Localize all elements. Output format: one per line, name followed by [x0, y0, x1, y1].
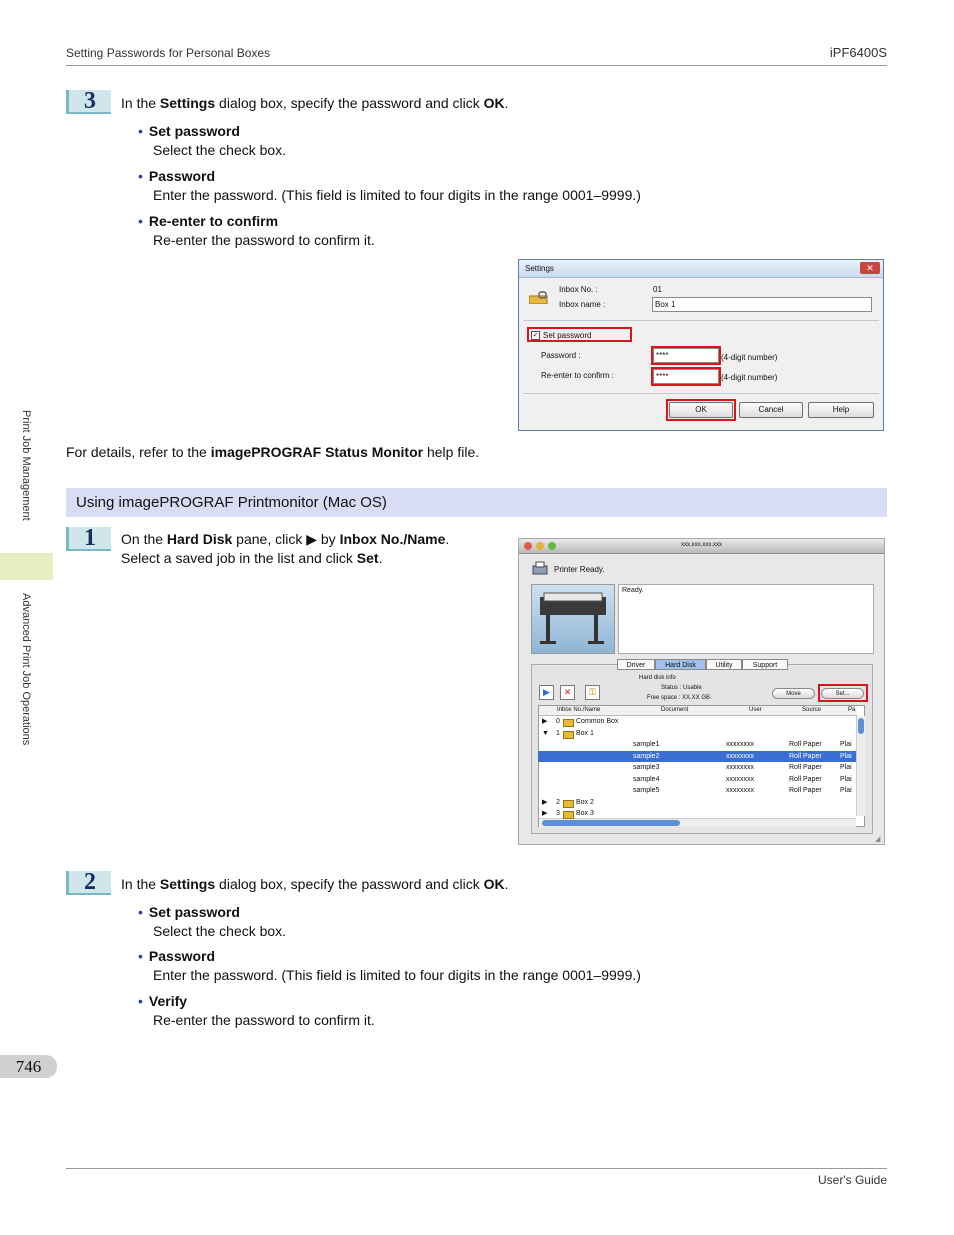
tab-utility[interactable]: Utility: [706, 659, 742, 670]
password-label: Password :: [541, 351, 581, 360]
mac-window-title: xxx.xxx.xxx.xxx: [680, 542, 722, 548]
job-list-header: [539, 706, 857, 716]
row-document: sample4: [633, 775, 660, 783]
set-password-label: Set password: [543, 331, 592, 340]
cancel-button[interactable]: Cancel: [739, 402, 803, 418]
running-header-title: Setting Passwords for Personal Boxes: [66, 46, 271, 60]
help-button[interactable]: Help: [808, 402, 874, 418]
expand-triangle-icon[interactable]: ▶: [539, 685, 554, 700]
column-paper[interactable]: Pa: [848, 707, 856, 713]
table-row[interactable]: [538, 739, 856, 750]
row-user: xxxxxxxx: [726, 787, 754, 794]
inbox-lock-icon: [529, 290, 549, 304]
resize-grip-icon[interactable]: ◢: [875, 836, 881, 843]
row-document: sample1: [633, 741, 660, 748]
running-header-model: iPF6400S: [829, 45, 887, 60]
row-expand-arrow[interactable]: ▶: [542, 718, 548, 725]
row-expand-arrow[interactable]: ▶: [542, 810, 548, 817]
set-password-checkbox[interactable]: ✓: [532, 332, 539, 339]
row-paper: Plai: [840, 775, 852, 783]
printer-status-icon: [532, 561, 548, 577]
tab-support[interactable]: Support: [742, 659, 788, 670]
row-document: sample3: [633, 764, 660, 771]
row-inbox-name: Box 1: [576, 729, 594, 737]
hard-disk-info-label: Hard disk info: [639, 675, 676, 681]
hard-disk-status: Status : Usable: [661, 685, 702, 691]
close-icon[interactable]: ✕: [860, 262, 880, 274]
table-row[interactable]: [538, 797, 856, 808]
row-paper: Plai: [840, 752, 852, 760]
row-document: sample2: [633, 752, 660, 760]
highlight-reenter: [651, 367, 721, 386]
row-inbox-name: Box 2: [576, 798, 594, 806]
dialog-divider: [523, 320, 879, 321]
table-row[interactable]: [538, 774, 856, 785]
highlight-set-password: [527, 327, 632, 342]
step2-instruction: In the Settings dialog box, specify the password and click OK.: [121, 876, 509, 892]
row-inbox-number: 0: [556, 718, 560, 725]
box-folder-icon: [563, 719, 574, 727]
step3-instruction: In the Settings dialog box, specify the password and click OK.: [121, 95, 509, 111]
reenter-label: Re-enter to confirm :: [541, 371, 614, 380]
footer-guide-name: User's Guide: [818, 1173, 887, 1187]
step3-bullet-reenter: • Re-enter to confirm Re-enter the password to confirm it.: [138, 213, 375, 248]
step2-bullet-verify: • Verify Re-enter the password to confirm it.: [138, 993, 375, 1028]
step-number-3: 3: [66, 90, 111, 114]
delete-job-icon[interactable]: ✕: [560, 685, 575, 700]
row-inbox-name: Box 3: [576, 810, 594, 817]
tab-hard-disk[interactable]: Hard Disk: [655, 659, 706, 670]
row-user: xxxxxxxx: [726, 741, 754, 748]
table-row[interactable]: [538, 751, 856, 762]
row-inbox-name: Common Box: [576, 718, 619, 725]
row-inbox-number: 1: [556, 729, 560, 737]
row-paper: Plai: [840, 741, 852, 748]
side-tab-advanced-operations: Advanced Print Job Operations: [20, 593, 32, 746]
ok-button[interactable]: OK: [669, 402, 733, 418]
play-triangle-icon: ▶: [306, 531, 317, 547]
highlight-set-button: [818, 684, 868, 702]
row-source: Roll Paper: [789, 787, 822, 794]
vertical-scroll-thumb[interactable]: [858, 718, 864, 734]
password-hint: (4-digit number): [721, 353, 778, 362]
password-field[interactable]: ****: [653, 348, 719, 363]
details-note: For details, refer to the imagePROGRAF Status Monitor help file.: [66, 444, 480, 460]
row-document: sample5: [633, 787, 660, 794]
step3-bullet-password: • Password Enter the password. (This field is limited to four digits in the range 0001–9999.): [138, 168, 641, 203]
row-user: xxxxxxxx: [726, 752, 754, 760]
dialog-titlebar: [519, 260, 883, 278]
status-message: Ready.: [622, 587, 644, 594]
row-source: Roll Paper: [789, 775, 822, 783]
dialog-title: Settings: [525, 264, 554, 273]
column-source[interactable]: Source: [802, 707, 822, 713]
move-button[interactable]: Move: [772, 688, 815, 699]
hard-disk-free-space: Free space : XX.XX GB: [647, 695, 711, 701]
row-paper: Plai: [840, 764, 852, 771]
table-row[interactable]: [538, 716, 856, 727]
step2-bullet-set-password: • Set password Select the check box.: [138, 904, 287, 939]
row-inbox-number: 2: [556, 798, 560, 806]
reenter-hint: (4-digit number): [721, 373, 778, 382]
mac-titlebar: [519, 539, 884, 554]
status-message-area: [618, 584, 874, 654]
row-paper: Plai: [840, 787, 852, 794]
inbox-no-value: 01: [653, 285, 662, 294]
reenter-field[interactable]: ****: [653, 369, 719, 384]
column-user[interactable]: User: [749, 707, 762, 713]
header-rule: [66, 65, 887, 66]
row-source: Roll Paper: [789, 764, 822, 771]
table-row[interactable]: [538, 785, 856, 796]
table-row[interactable]: [538, 728, 856, 739]
row-user: xxxxxxxx: [726, 775, 754, 783]
printer-ready-text: Printer Ready.: [554, 565, 605, 574]
step-number-1: 1: [66, 527, 111, 551]
dialog-divider-bottom: [523, 393, 879, 394]
row-source: Roll Paper: [789, 741, 822, 748]
row-user: xxxxxxxx: [726, 764, 754, 771]
footer-rule: [66, 1168, 887, 1169]
table-row[interactable]: [538, 808, 856, 819]
table-row[interactable]: [538, 762, 856, 773]
column-document[interactable]: Document: [661, 707, 689, 713]
box-folder-icon: [563, 811, 574, 819]
vertical-scrollbar[interactable]: [856, 716, 865, 816]
step3-bullet-set-password: • Set password Select the check box.: [138, 123, 287, 158]
page-number: 746: [0, 1055, 57, 1078]
box-folder-icon: [563, 731, 574, 739]
column-inbox-name[interactable]: Inbox No./Name: [557, 707, 601, 713]
settings-dialog-windows: [518, 259, 884, 431]
row-source: Roll Paper: [789, 752, 822, 760]
horizontal-scroll-thumb[interactable]: [542, 820, 680, 826]
side-tab-print-job-management: Print Job Management: [20, 410, 32, 521]
box-folder-icon: [563, 800, 574, 808]
side-tab-highlight: [0, 553, 53, 580]
tab-driver[interactable]: Driver: [617, 659, 655, 670]
inbox-name-field[interactable]: Box 1: [652, 297, 872, 312]
step2-bullet-password: • Password Enter the password. (This field is limited to four digits in the range 0001–9999.): [138, 948, 641, 983]
printer-image: [531, 584, 615, 654]
set-button[interactable]: Set...: [821, 688, 864, 699]
inbox-no-label: Inbox No. :: [559, 285, 598, 294]
row-expand-arrow[interactable]: ▼: [542, 729, 549, 737]
section-title-mac: Using imagePROGRAF Printmonitor (Mac OS): [66, 488, 887, 517]
step1-instruction: On the Hard Disk pane, click ▶ by Inbox No./Name. Select a saved job in the list and click Set.: [121, 531, 450, 566]
horizontal-scrollbar[interactable]: [539, 818, 856, 827]
row-expand-arrow[interactable]: ▶: [542, 798, 548, 806]
highlight-ok: [666, 399, 736, 421]
step-number-2: 2: [66, 871, 111, 895]
key-icon[interactable]: ⚿: [585, 685, 600, 700]
row-inbox-number: 3: [556, 810, 560, 817]
inbox-name-label: Inbox name :: [559, 300, 606, 309]
highlight-password: [651, 346, 721, 365]
